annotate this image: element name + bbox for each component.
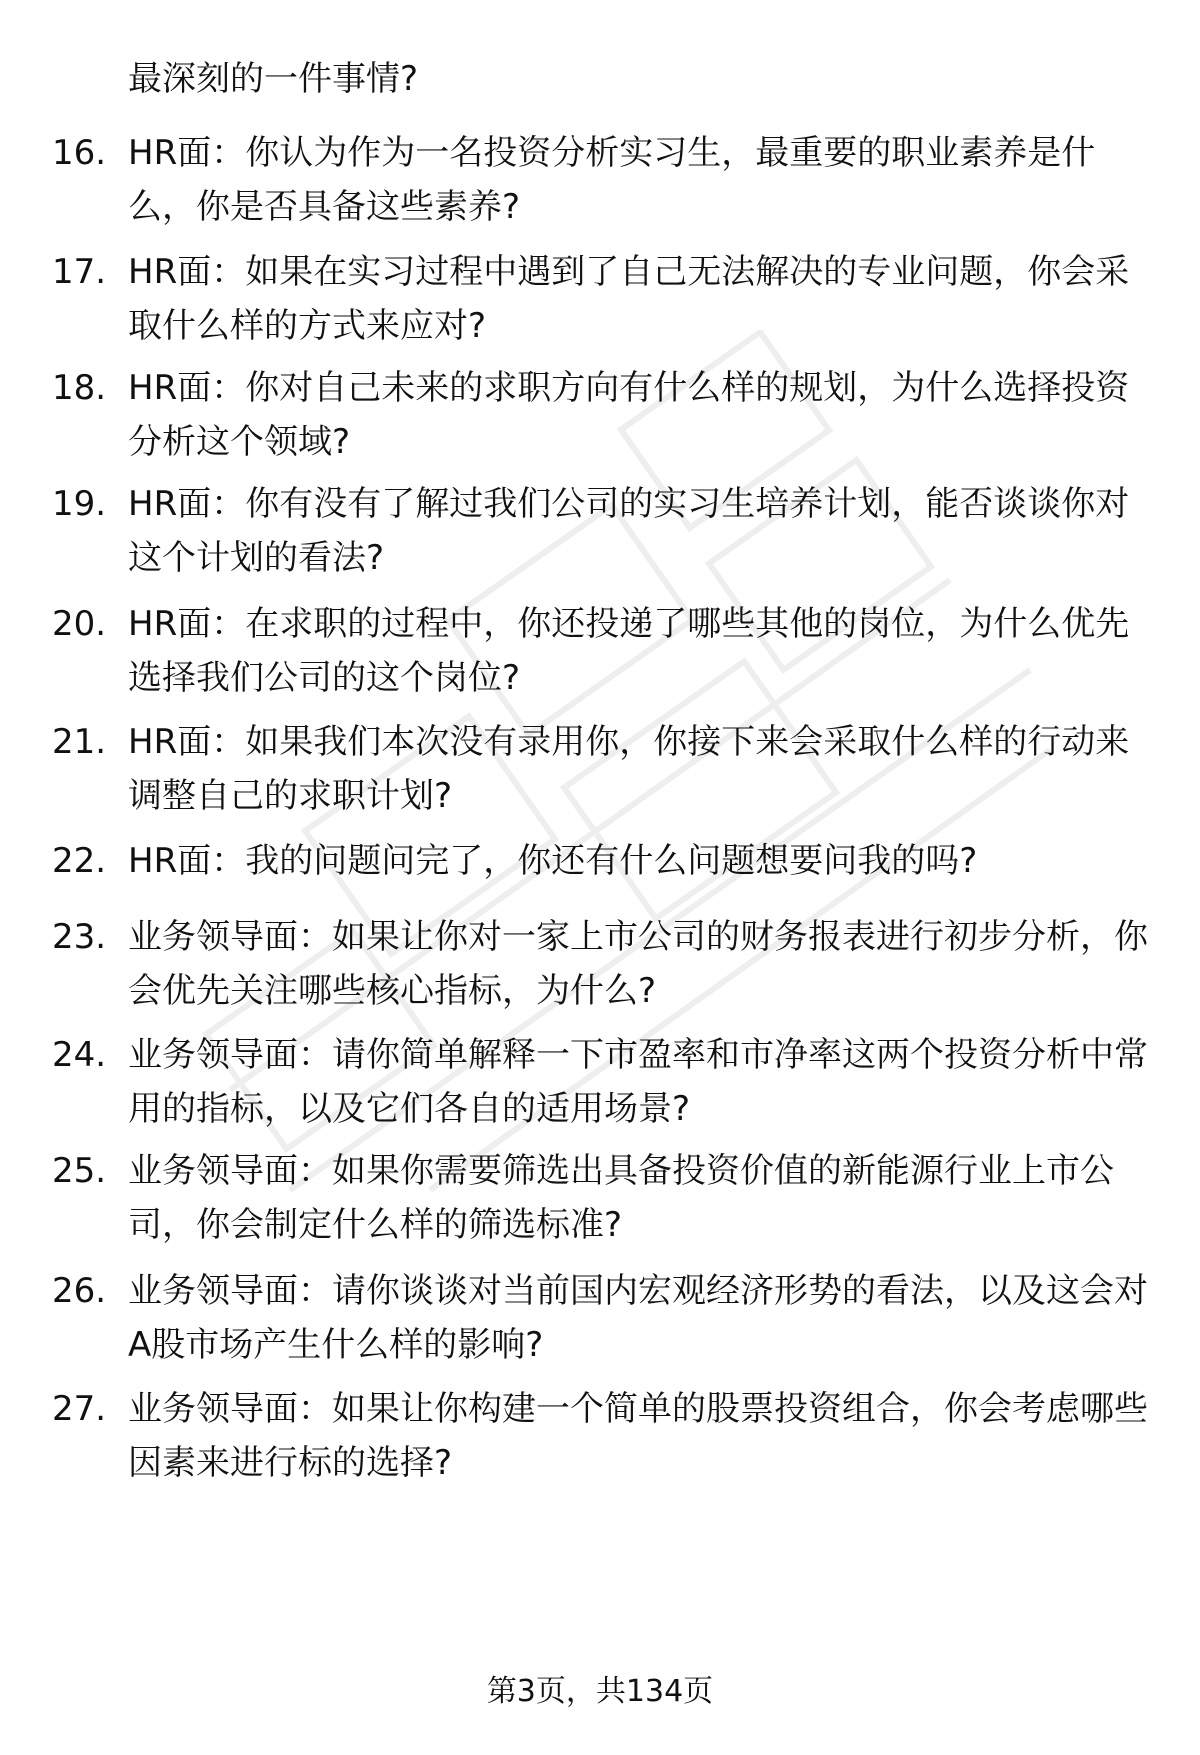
question-text: 业务领导面：请你简单解释一下市盈率和市净率这两个投资分析中常用的指标，以及它们各自的适用场景?	[128, 1035, 1148, 1129]
question-text: HR面：你有没有了解过我们公司的实习生培养计划，能否谈谈你对这个计划的看法?	[128, 484, 1130, 578]
question-text: HR面：如果在实习过程中遇到了自己无法解决的专业问题，你会采取什么样的方式来应对?	[128, 252, 1130, 346]
question-number: 23.	[52, 917, 107, 957]
question-text: 业务领导面：请你谈谈对当前国内宏观经济形势的看法，以及这会对A股市场产生什么样的影响?	[128, 1271, 1148, 1365]
question-number: 19.	[52, 484, 107, 524]
question-number: 16.	[52, 133, 107, 173]
question-text: HR面：我的问题问完了，你还有什么问题想要问我的吗?	[128, 841, 978, 881]
question-number: 18.	[52, 368, 107, 408]
question-text: HR面：如果我们本次没有录用你，你接下来会采取什么样的行动来调整自己的求职计划?	[128, 722, 1130, 816]
question-number: 26.	[52, 1271, 107, 1311]
question-number: 21.	[52, 722, 107, 762]
question-number: 20.	[52, 604, 107, 644]
question-text: HR面：在求职的过程中，你还投递了哪些其他的岗位，为什么优先选择我们公司的这个岗位?	[128, 604, 1130, 698]
question-text: HR面：你认为作为一名投资分析实习生，最重要的职业素养是什么，你是否具备这些素养?	[128, 133, 1096, 227]
question-number: 24.	[52, 1035, 107, 1075]
question-text: 最深刻的一件事情?	[128, 59, 419, 99]
question-number: 27.	[52, 1389, 107, 1429]
question-text: 业务领导面：如果让你对一家上市公司的财务报表进行初步分析，你会优先关注哪些核心指标，为什么?	[128, 917, 1148, 1011]
question-text: 业务领导面：如果让你构建一个简单的股票投资组合，你会考虑哪些因素来进行标的选择?	[128, 1389, 1148, 1483]
question-number: 25.	[52, 1151, 107, 1191]
page-footer: 第3页，共134页	[486, 1674, 714, 1709]
question-number: 22.	[52, 841, 107, 881]
question-text: HR面：你对自己未来的求职方向有什么样的规划，为什么选择投资分析这个领域?	[128, 368, 1130, 462]
question-number: 17.	[52, 252, 107, 292]
question-text: 业务领导面：如果你需要筛选出具备投资价值的新能源行业上市公司，你会制定什么样的筛选标准?	[128, 1151, 1114, 1245]
